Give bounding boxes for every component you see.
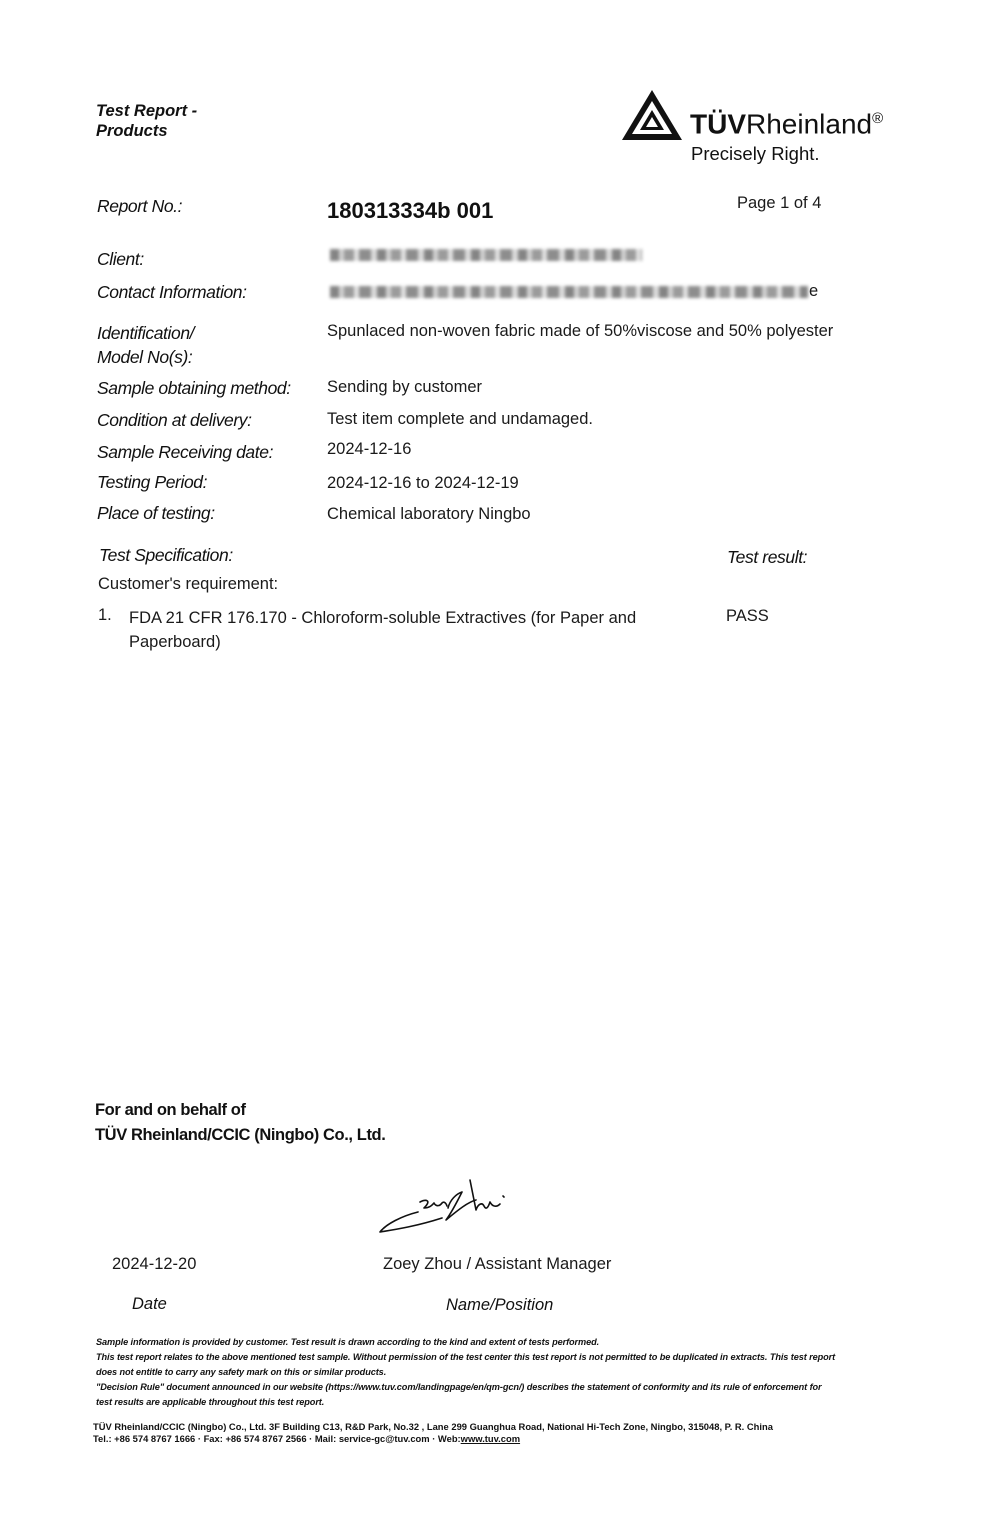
identification-label-line1: Identification/ xyxy=(97,323,195,343)
footer-note-1: Sample information is provided by customer. Test result is drawn according to the kind and extent of tests performed. xyxy=(96,1337,600,1347)
signature-image xyxy=(372,1172,522,1242)
brand-name-rest: Rheinland xyxy=(746,108,873,140)
report-no-value: 180313334b 001 xyxy=(327,198,494,223)
document-type xyxy=(96,101,197,141)
testing-period-value: 2024-12-16 to 2024-12-19 xyxy=(327,474,519,492)
document-type-line2: Products xyxy=(96,122,168,140)
client-value-redacted xyxy=(330,249,642,261)
behalf-line1: For and on behalf of xyxy=(95,1101,246,1119)
test-result-label: Test result: xyxy=(727,547,808,567)
client-label: Client: xyxy=(97,249,144,269)
testing-period-label: Testing Period: xyxy=(97,472,208,492)
brand-name-bold: TÜV xyxy=(690,108,746,140)
tuv-logo xyxy=(618,86,918,176)
sample-method-value: Sending by customer xyxy=(327,378,483,396)
sign-date-value: 2024-12-20 xyxy=(112,1255,197,1273)
spec-item-text xyxy=(129,606,636,654)
place-label: Place of testing: xyxy=(97,503,215,523)
sign-name-value: Zoey Zhou / Assistant Manager xyxy=(383,1255,612,1273)
tuv-triangle-icon xyxy=(620,88,684,142)
spec-item-number: 1. xyxy=(98,606,112,624)
footer-notes xyxy=(96,1335,886,1410)
footer-contact-text: Tel.: +86 574 8767 1666 · Fax: +86 574 8767 2566 · Mail: service-gc@tuv.com · Web: xyxy=(93,1433,461,1444)
footer-address-block xyxy=(93,1421,773,1445)
spec-item-line1: FDA 21 CFR 176.170 - Chloroform-soluble Extractives (for Paper and xyxy=(129,609,637,627)
footer-contact xyxy=(93,1433,773,1445)
condition-value: Test item complete and undamaged. xyxy=(327,410,593,428)
document-type-line1: Test Report - xyxy=(96,102,198,120)
date-label: Date xyxy=(132,1295,167,1313)
footer-note-2: This test report relates to the above mentioned test sample. Without permission of the test center this test report is not permitted to be duplicated in extracts. This test report xyxy=(96,1352,836,1362)
footer-note-5: test results are applicable throughout this test report. xyxy=(96,1397,325,1407)
receiving-date-value: 2024-12-16 xyxy=(327,440,412,458)
identification-label xyxy=(97,321,194,369)
customer-requirement: Customer's requirement: xyxy=(98,575,279,593)
contact-visible-tail: e xyxy=(809,282,819,300)
spec-item-line2: Paperboard) xyxy=(129,633,221,651)
name-position-label: Name/Position xyxy=(446,1296,554,1314)
contact-value-redacted xyxy=(330,286,808,298)
identification-value: Spunlaced non-woven fabric made of 50%viscose and 50% polyester xyxy=(327,322,834,340)
page-number: Page 1 of 4 xyxy=(737,194,822,212)
identification-label-line2: Model No(s): xyxy=(97,347,193,367)
footer-web-link[interactable]: www.tuv.com xyxy=(460,1433,521,1444)
sample-method-label: Sample obtaining method: xyxy=(97,378,291,398)
report-no-label: Report No.: xyxy=(97,196,183,216)
condition-label: Condition at delivery: xyxy=(97,410,252,430)
footer-note-3: does not entitle to carry any safety mark on this or similar products. xyxy=(96,1367,387,1377)
behalf-line2: TÜV Rheinland/CCIC (Ningbo) Co., Ltd. xyxy=(95,1126,386,1144)
footer-address: TÜV Rheinland/CCIC (Ningbo) Co., Ltd. 3F Building C13, R&D Park, No.32 , Lane 299 Guanghua Road, National Hi-Tech Zone, Ningbo, 315048, P. R. China xyxy=(93,1421,773,1432)
brand-tagline: Precisely Right. xyxy=(691,143,820,164)
spec-item-result: PASS xyxy=(726,607,769,625)
test-spec-label: Test Specification: xyxy=(99,545,233,565)
place-value: Chemical laboratory Ningbo xyxy=(327,505,531,523)
behalf-block xyxy=(95,1098,385,1148)
brand-name xyxy=(690,102,883,141)
registered-mark: ® xyxy=(872,110,884,127)
contact-label: Contact Information: xyxy=(97,282,247,302)
footer-note-4: "Decision Rule" document announced in our website (https://www.tuv.com/landingpage/en/qm-gcn/) describes the statement of conformity and its rule of enforcement for xyxy=(96,1382,822,1392)
receiving-date-label: Sample Receiving date: xyxy=(97,442,274,462)
